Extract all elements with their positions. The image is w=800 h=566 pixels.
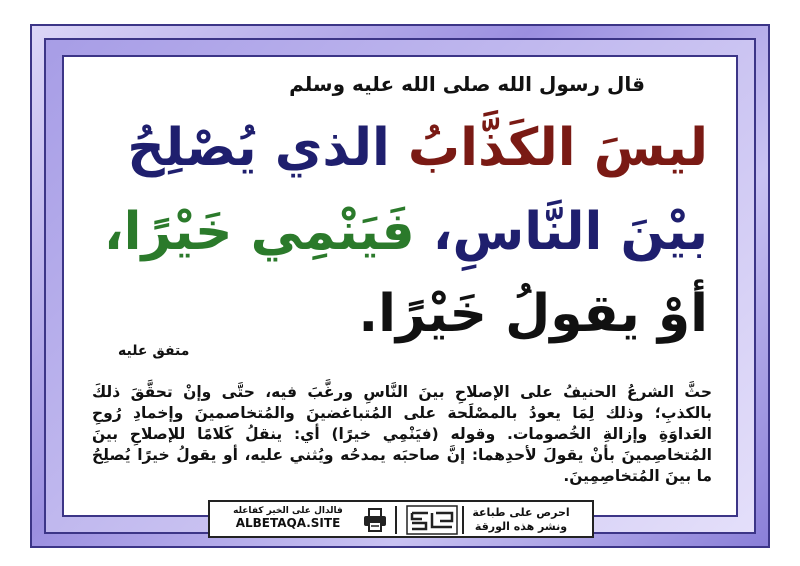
footer-right: احرص على طباعة ونشر هذه الورقة — [472, 506, 570, 533]
albetaqa-logo — [406, 505, 458, 535]
site-link[interactable]: ALBETAQA.SITE — [235, 516, 341, 530]
hadith-line-2a: بيْنَ النَّاسِ، — [414, 202, 708, 262]
footer-left — [218, 506, 358, 530]
footer-box — [208, 500, 594, 538]
hadith-line-2b: فَيَنْمِي خَيْرًا، — [103, 202, 415, 262]
hadith-line-1b: الذي يُصْلِحُ — [127, 118, 408, 178]
explanation-paragraph: حثَّ الشرعُ الحنيفُ على الإصلاحِ بينَ النَّاسِ ورغَّبَ فيه، حتَّى وإنْ تحقَّقَ ذلكَ بالكذبِ؛ وذلك لِمَا يعودُ بالمصْلَحة على المُتباغضينَ والمُتخاصمينَ وإخمادِ رُوحِ العَداوَةِ وإزالةِ الخُصومات. وقوله (فيَنْمِي خيرًا) أي: ينقلُ كَلامًا للإصلاحِ بينَ المُتخاصِمينَ بأنْ يقولَ لأحدِهما: إنَّ صاحبَه يمدحُه ويُثني عليه، أو يقولُ خيرًا يُصلِحُ ما بينَ المُتخاصِمِينَ. — [92, 383, 712, 485]
hadith-line-2 — [104, 202, 708, 262]
footer-slogan: فالدال على الخير كفاعله — [233, 506, 343, 516]
footer-divider — [395, 506, 397, 534]
hadith-line-1 — [127, 118, 708, 178]
hadith-line-3: أوْ يقولُ خَيْرًا. — [358, 284, 708, 344]
intro-text: قال رسول الله صلى الله عليه وسلم — [289, 72, 645, 96]
hadith-line-1a: ليسَ الكَذَّابُ — [407, 118, 708, 178]
source-label: متفق عليه — [118, 343, 190, 359]
printer-icon — [362, 507, 388, 533]
